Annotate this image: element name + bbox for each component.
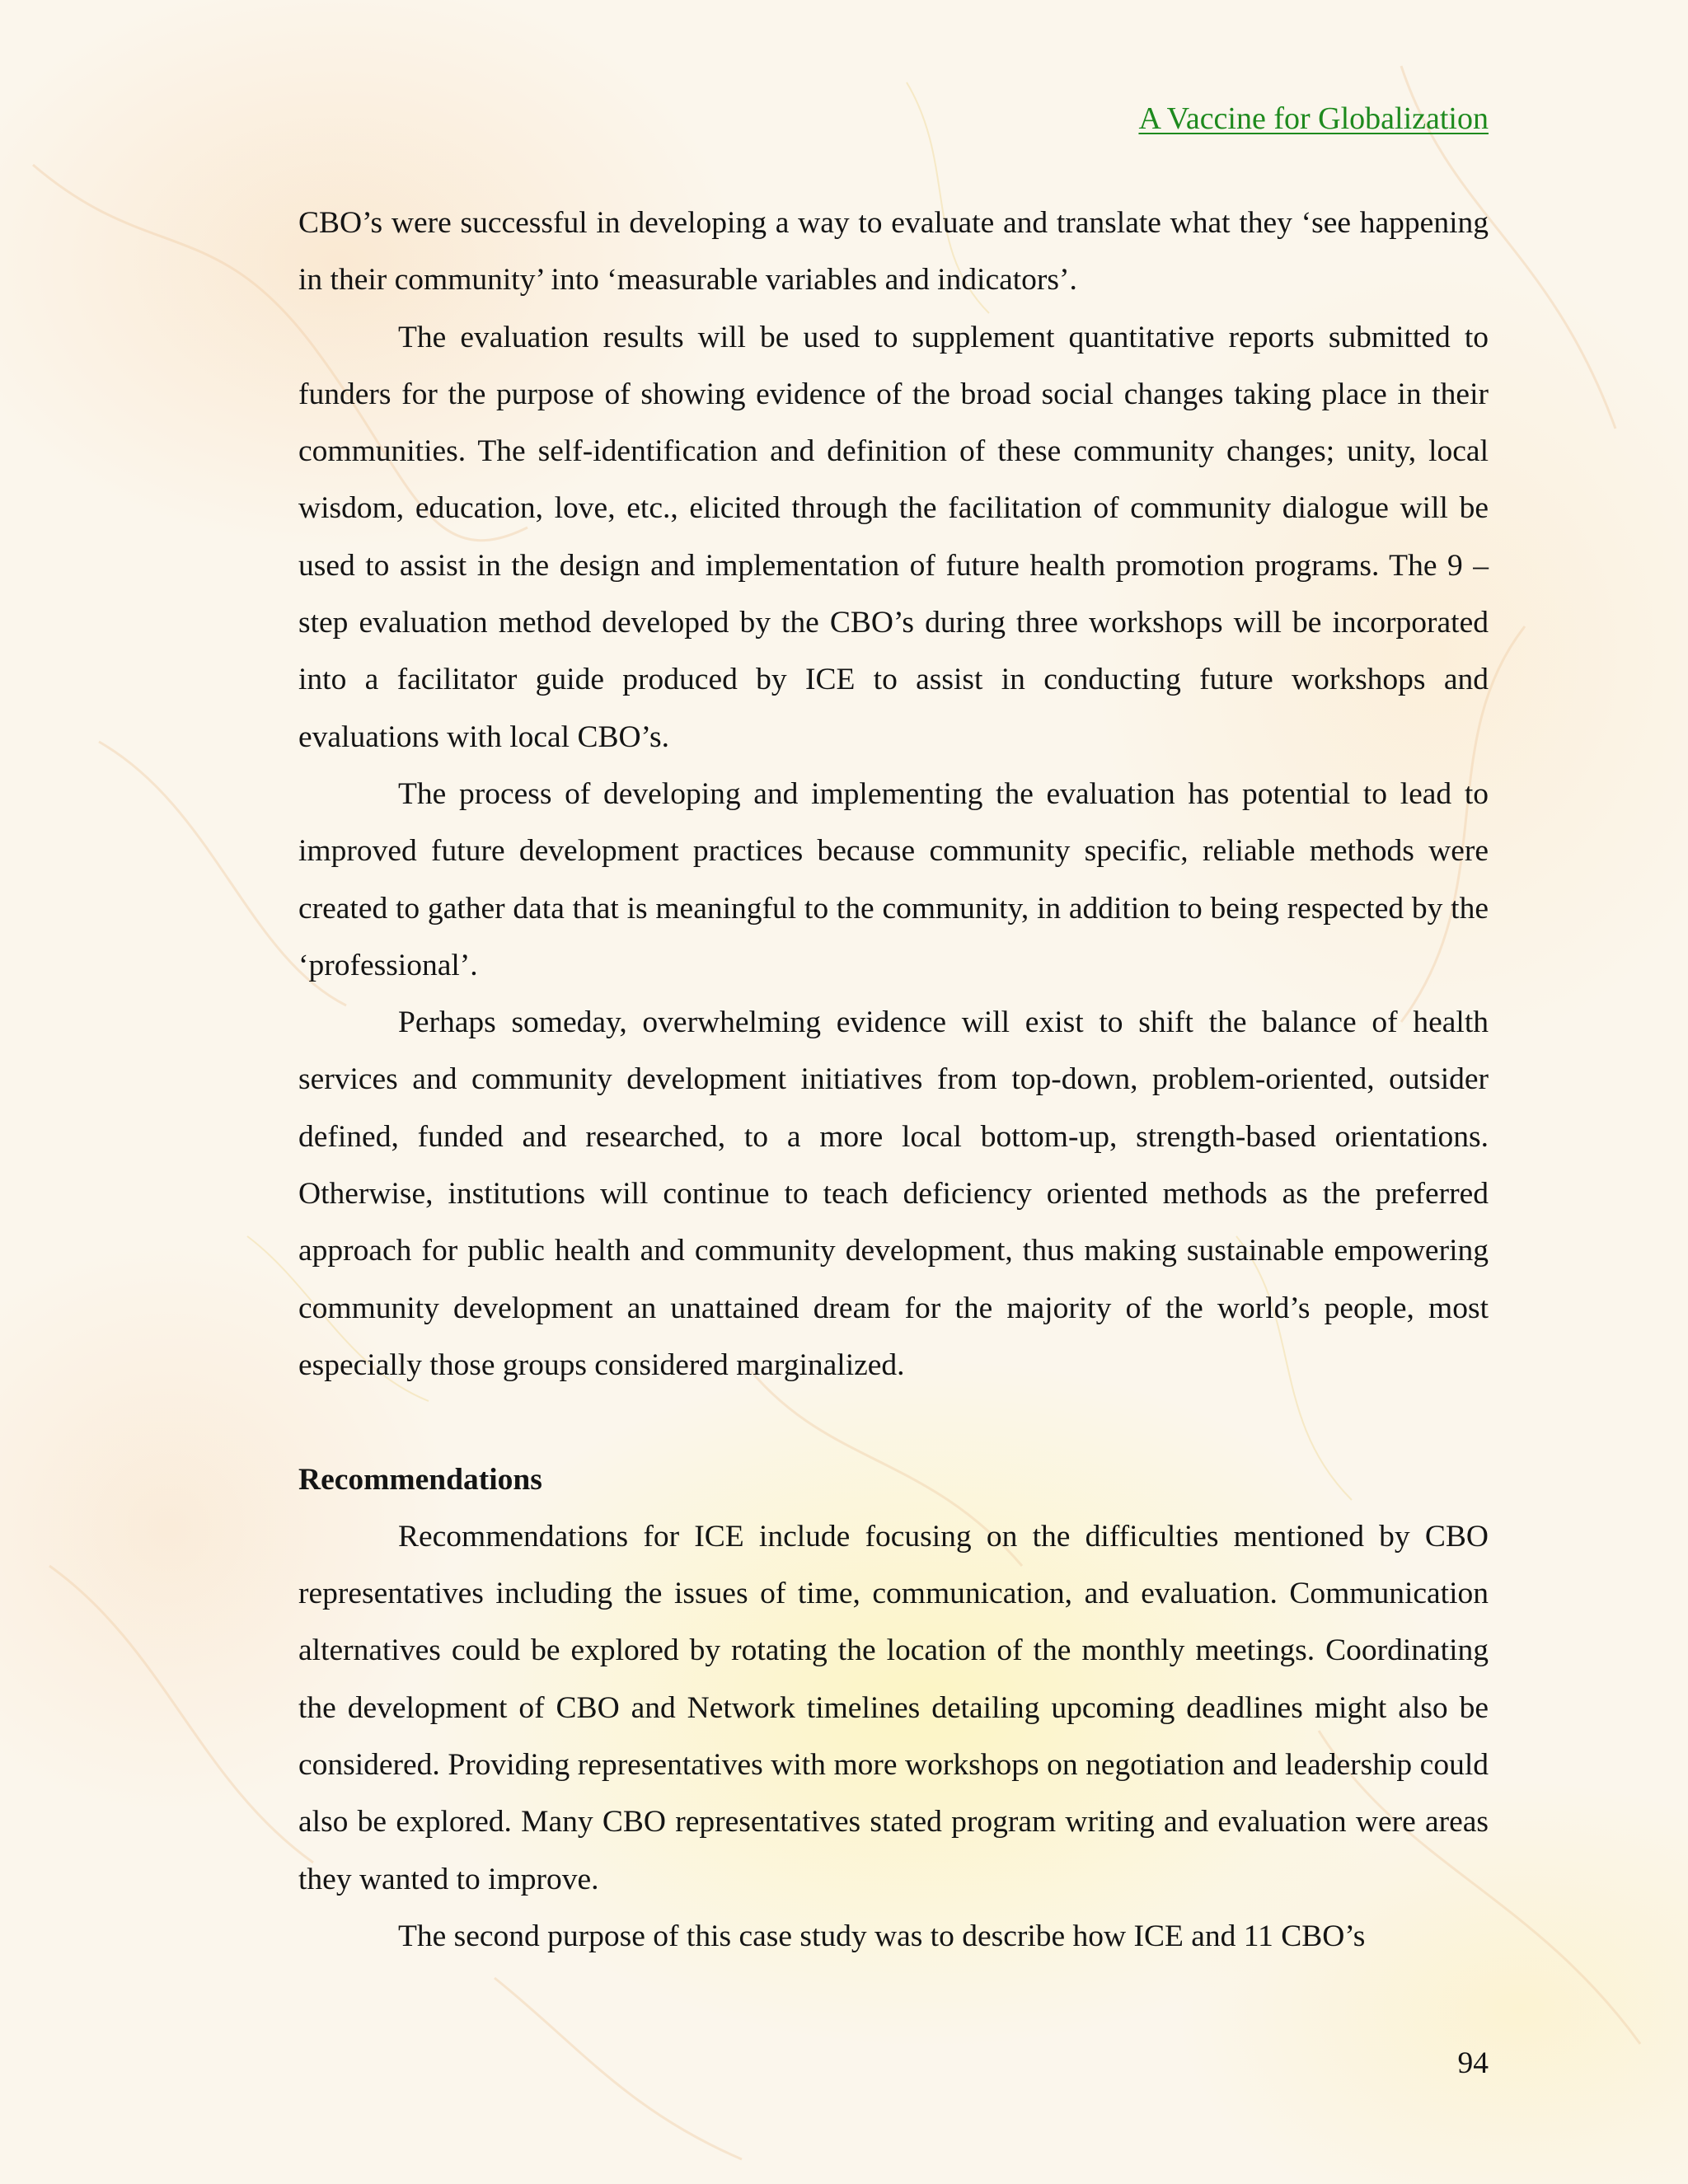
body-paragraph: CBO’s were successful in developing a way to evaluate and translate what they ‘see happening in their community’ into ‘measurable variables and indicators’.	[298, 206, 1489, 298]
body-paragraph: Recommendations for ICE include focusing on the difficulties mentioned by CBO representatives including the issues of time, communication, and evaluation. Communication alternatives could be explored by rotating the location of the monthly meetings. Coordinating the development of CBO and Network timelines detailing upcoming deadlines might also be considered. Providing representatives with more workshops on negotiation and leadership could also be explored. Many CBO representatives stated program writing and evaluation were areas they wanted to improve.	[298, 1519, 1489, 1896]
body-paragraph: The evaluation results will be used to supplement quantitative reports submitted to funders for the purpose of showing evidence of the broad social changes taking place in their communities. The self-identification and definition of these community changes; unity, local wisdom, education, love, etc., elicited through the facilitation of community dialogue will be used to assist in the design and implementation of future health promotion programs. The 9 – step evaluation method developed by the CBO’s during three workshops will be incorporated into a facilitator guide produced by ICE to assist in conducting future workshops and evaluations with local CBO’s.	[298, 320, 1489, 754]
page-number: 94	[1457, 2046, 1489, 2080]
section-heading: Recommendations	[298, 1462, 542, 1497]
section-spacer	[298, 1394, 1489, 1451]
body-paragraph: The second purpose of this case study was to describe how ICE and 11 CBO’s	[398, 1919, 1366, 1953]
page-body	[298, 194, 1489, 1965]
body-paragraph: The process of developing and implementing the evaluation has potential to lead to improved future development practices because community specific, reliable methods were created to gather data that is meaningful to the community, in addition to being respected by the ‘professional’.	[298, 776, 1489, 982]
body-paragraph: Perhaps someday, overwhelming evidence will exist to shift the balance of health services and community development initiatives from top-down, problem-oriented, outsider defined, funded and researched, to a more local bottom-up, strength-based orientations. Otherwise, institutions will continue to teach deficiency oriented methods as the preferred approach for public health and community development, thus making sustainable empowering community development an unattained dream for the majority of the world’s people, most especially those groups considered marginalized.	[298, 1005, 1489, 1382]
running-header-title: A Vaccine for Globalization	[1138, 101, 1489, 136]
